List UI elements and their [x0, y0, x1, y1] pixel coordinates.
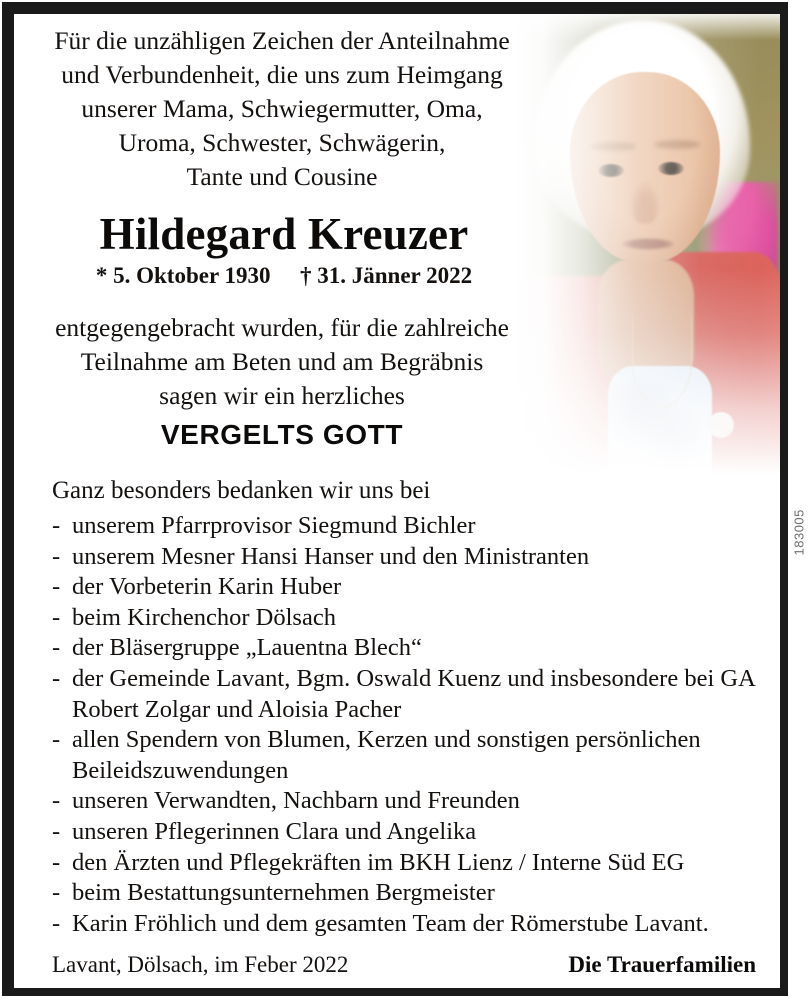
list-item-text: den Ärzten und Pflegekräften im BKH Lienz / Interne Süd EG: [72, 848, 685, 876]
bullet-dash: -: [52, 848, 61, 876]
list-item: [52, 633, 764, 664]
intro-line: unserer Mama, Schwiegermutter, Oma,: [81, 94, 483, 123]
list-item-text: Karin Fröhlich und dem gesamten Team der Römerstube Lavant.: [72, 909, 709, 937]
bullet-dash: -: [52, 573, 61, 601]
list-item-text: allen Spendern von Blumen, Kerzen und sonstigen persönlichen Beileidszuwendungen: [72, 726, 701, 784]
birth-symbol: *: [95, 263, 108, 288]
bullet-dash: -: [52, 726, 61, 754]
gratitude-headline: VERGELTS GOTT: [160, 419, 404, 450]
list-item: [52, 572, 764, 603]
bullet-dash: -: [52, 634, 61, 662]
list-item-text: der Bläsergruppe „Lauentna Blech“: [72, 634, 422, 662]
intro-line: Für die unzähligen Zeichen der Anteilnahme: [54, 26, 510, 55]
bullet-dash: -: [52, 542, 61, 570]
notice-footer: [52, 952, 756, 978]
bullet-dash: -: [52, 817, 61, 845]
death-symbol: †: [300, 263, 312, 288]
list-item-text: unseren Verwandten, Nachbarn und Freunden: [72, 787, 520, 815]
bullet-dash: -: [52, 512, 61, 539]
list-item: [52, 878, 764, 909]
bullet-dash: -: [52, 879, 61, 907]
footer-signature: Die Trauerfamilien: [568, 952, 756, 977]
list-item-text: unserem Mesner Hansi Hanser und den Ministranten: [72, 542, 590, 570]
list-item-text: unseren Pflegerinnen Clara und Angelika: [72, 817, 477, 845]
list-item-text: der Vorbeterin Karin Huber: [72, 573, 342, 601]
death-date: 31. Jänner 2022: [317, 263, 473, 288]
list-item: [52, 664, 764, 725]
list-item: [52, 542, 764, 573]
list-item-text: beim Bestattungsunternehmen Bergmeister: [72, 879, 495, 907]
mourning-frame-border: [2, 2, 788, 996]
list-item: [52, 909, 764, 940]
thanks-list: [52, 511, 764, 939]
notice-text-content: [14, 14, 780, 988]
birth-date: 5. Oktober 1930: [113, 263, 271, 288]
list-item: [52, 603, 764, 634]
bullet-dash: -: [52, 664, 61, 692]
middle-line: Teilnahme am Beten und am Begräbnis: [80, 347, 484, 376]
intro-paragraph: [14, 24, 550, 194]
intro-line: Uroma, Schwester, Schwägerin,: [118, 128, 446, 157]
life-dates: [14, 263, 554, 289]
bullet-dash: -: [52, 603, 61, 631]
middle-line: sagen wir ein herzliches: [159, 381, 405, 410]
intro-line: Tante und Cousine: [186, 162, 378, 191]
footer-place-date: Lavant, Dölsach, im Feber 2022: [52, 952, 349, 977]
list-item: [52, 786, 764, 817]
list-item-text: unserem Pfarrprovisor Siegmund Bichler: [72, 512, 476, 539]
intro-line: und Verbundenheit, die uns zum Heimgang: [61, 60, 503, 89]
bullet-dash: -: [52, 787, 61, 815]
list-item-text: beim Kirchenchor Dölsach: [72, 603, 336, 631]
deceased-name: Hildegard Kreuzer: [99, 209, 469, 259]
list-item: [52, 817, 764, 848]
middle-paragraph: [14, 311, 550, 413]
thanks-lead-in: Ganz besonders bedanken wir uns bei: [52, 477, 431, 504]
list-item: [52, 725, 764, 786]
notice-card: [14, 14, 780, 988]
list-item-text: der Gemeinde Lavant, Bgm. Oswald Kuenz und insbesondere bei GA Robert Zolgar und Aloisia Pacher: [72, 664, 755, 723]
middle-line: entgegengebracht wurden, für die zahlreiche: [55, 313, 509, 342]
reference-number: 183005: [791, 509, 807, 556]
bullet-dash: -: [52, 909, 61, 937]
list-item: [52, 848, 764, 879]
list-item: [52, 511, 764, 542]
